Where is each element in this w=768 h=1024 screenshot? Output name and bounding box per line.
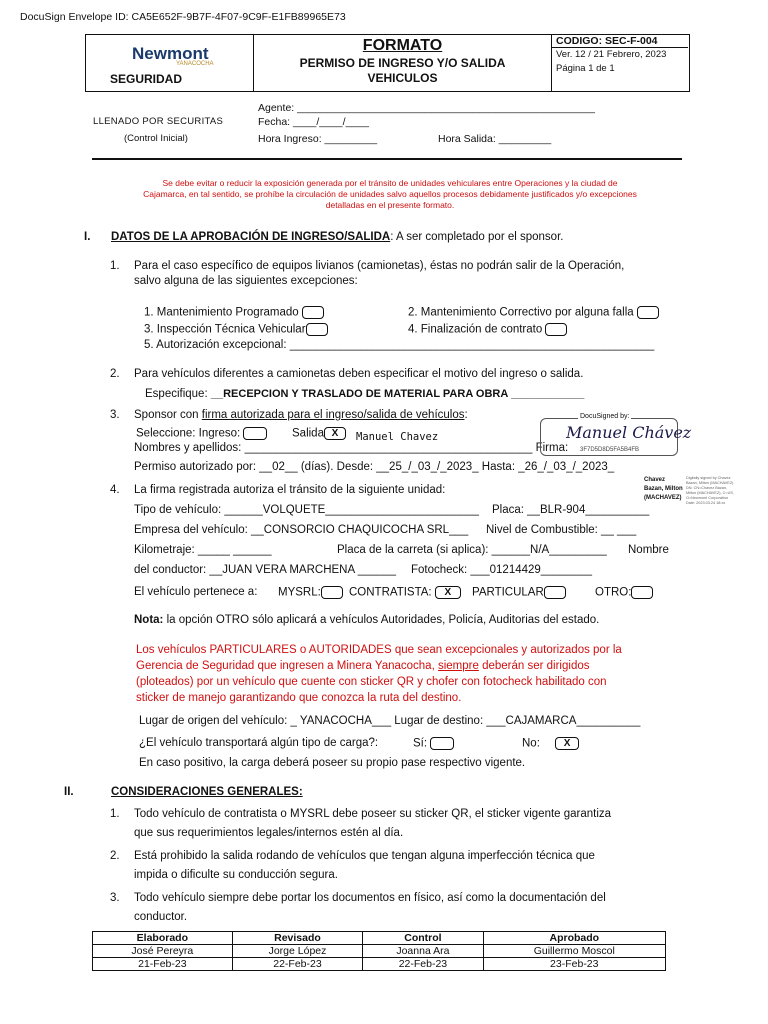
consideration-text: que sus requerimientos legales/internos estén al día. [134, 827, 404, 839]
red-notice-emph: siempre [437, 660, 479, 672]
red-notice-line: Los vehículos PARTICULARES o AUTORIDADES que sean excepcionales y autorizados por la [136, 644, 622, 656]
form-version: Ver. 12 / 21 Febrero, 2023 [556, 49, 667, 60]
item-2-text: Para vehículos diferentes a camionetas deben especificar el motivo del ingreso o salida. [134, 368, 584, 380]
contratista-option [349, 586, 461, 599]
particular-label: PARTICULAR [472, 586, 544, 599]
no-checkbox[interactable]: X [555, 737, 579, 750]
table-header: Elaborado [93, 932, 233, 945]
header-divider-right [551, 34, 552, 91]
consideration-number: 2. [110, 850, 120, 862]
option-1-checkbox[interactable] [302, 306, 324, 319]
docusigned-by: DocuSigned by: [580, 413, 630, 420]
section-2-number: II. [64, 786, 74, 798]
agente-field[interactable]: Agente: ___________________________________________________ [258, 102, 595, 114]
item-number: 2. [110, 368, 120, 380]
warning-line: detalladas en el presente formato. [325, 200, 455, 210]
digital-signature-note: Digitally signed by Chavez Bazan, Milton (MACHAVEZ) DN: CN=Chavez Bazan, Milton (MACHAVEZ), C=US, O=Newmont Corporation Date: 2023.03.24 18:xx [686, 476, 734, 505]
tipo-vehiculo-field[interactable]: Tipo de vehículo: ______VOLQUETE________________________ [134, 504, 479, 516]
hora-ingreso-field[interactable]: Hora Ingreso: _________ [258, 133, 378, 145]
option-3-checkbox[interactable] [306, 323, 328, 336]
nombre-label: Nombre [628, 544, 669, 556]
form-subtitle-2: VEHICULOS [367, 71, 438, 85]
warning-line: Cajamarca, en tal sentido, se prohíbe la circulación de unidades salvo aquellos procesos debidamente justificados y/o excepciones [143, 189, 637, 199]
consideration-text: conductor. [134, 911, 188, 923]
si-checkbox[interactable] [430, 737, 454, 750]
sponsor-name[interactable]: Manuel Chavez [356, 431, 439, 443]
salida-label: Salida [292, 427, 324, 440]
table-header: Aprobado [483, 932, 665, 945]
combustible-field[interactable]: Nivel de Combustible: __ ___ [486, 524, 637, 536]
section-1-title: DATOS DE LA APROBACIÓN DE INGRESO/SALIDA [111, 231, 391, 243]
nombres-field[interactable]: Nombres y apellidos: _____________________________________________ Firma: [134, 442, 569, 454]
kilometraje-field[interactable]: Kilometraje: _____ ______ [134, 544, 272, 556]
permiso-field[interactable]: Permiso autorizado por: __02__ (días). Desde: __25_/_03_/_2023_ Hasta: _26_/_03_/_2023_ [134, 461, 615, 473]
si-option [413, 737, 454, 750]
nota-label: Nota: [134, 614, 164, 626]
option-label: 2. Mantenimiento Correctivo por alguna falla [408, 306, 634, 319]
table-cell: Joanna Ara [363, 945, 483, 958]
si-label: Sí: [413, 737, 428, 750]
item-1-text: Para el caso específico de equipos livianos (camionetas), éstas no podrán salir de la Operación, [134, 260, 625, 272]
section-2-title: CONSIDERACIONES GENERALES: [111, 786, 303, 798]
logo-subtitle: YANACOCHA [176, 61, 214, 67]
ingreso-checkbox[interactable] [243, 427, 267, 440]
item-4-text: La firma registrada autoriza el tránsito de la siguiente unidad: [134, 484, 446, 496]
particular-option [472, 586, 566, 599]
option-3 [144, 323, 328, 336]
consideration-number: 3. [110, 892, 120, 904]
table-cell: 23-Feb-23 [483, 958, 665, 971]
option-label: 1. Mantenimiento Programado [144, 306, 299, 319]
seleccione-label: Seleccione: Ingreso: [136, 427, 241, 440]
item-1-text-cont: salvo alguna de las siguientes excepciones: [134, 275, 358, 287]
table-row [93, 958, 666, 971]
positivo-text: En caso positivo, la carga deberá poseer su propio pase respectivo vigente. [139, 757, 526, 769]
especifique-row [145, 388, 584, 400]
pertenece-label: El vehículo pertenece a: [134, 586, 258, 598]
table-cell: 22-Feb-23 [232, 958, 363, 971]
no-option [522, 737, 579, 750]
table-cell: José Pereyra [93, 945, 233, 958]
otro-option [595, 586, 653, 599]
form-code: CODIGO: SEC-F-004 [556, 35, 658, 47]
option-2 [408, 306, 659, 319]
dept-label: SEGURIDAD [110, 72, 183, 86]
envelope-id: DocuSign Envelope ID: CA5E652F-9B7F-4F07-9C9F-E1FB89965E73 [20, 11, 346, 23]
otro-label: OTRO: [595, 586, 632, 599]
red-notice-line [136, 658, 678, 674]
consideration-text: Está prohibido la salida rodando de vehículos que tengan alguna imperfección técnica que [134, 850, 595, 862]
salida-checkbox[interactable]: X [324, 427, 346, 440]
contratista-checkbox[interactable]: X [435, 586, 461, 599]
warning-line: Se debe evitar o reducir la exposición generada por el tránsito de unidades vehiculares entre Operaciones y la ciudad de [162, 178, 618, 188]
table-cell: Jorge López [232, 945, 363, 958]
origen-destino-field[interactable]: Lugar de origen del vehículo: _ YANACOCHA___ Lugar de destino: ___CAJAMARCA__________ [139, 715, 641, 727]
table-cell: Guillermo Moscol [483, 945, 665, 958]
table-cell: 21-Feb-23 [93, 958, 233, 971]
contratista-label: CONTRATISTA: [349, 586, 432, 599]
fecha-field[interactable]: Fecha: ____/____/____ [258, 116, 369, 128]
separator-line [92, 158, 682, 160]
no-label: No: [522, 737, 540, 750]
placa-field[interactable]: Placa: __BLR-904__________ [492, 504, 650, 516]
securitas-label: LLENADO POR SECURITAS [93, 116, 224, 127]
table-header: Control [363, 932, 483, 945]
red-notice-line: (ploteados) por un vehículo que cuente con sticker QR y chofer con fotocheck habilitado con [136, 676, 607, 688]
otro-checkbox[interactable] [631, 586, 653, 599]
securitas-sublabel: (Control Inicial) [124, 133, 188, 144]
consideration-number: 1. [110, 808, 120, 820]
item-number: 3. [110, 409, 120, 421]
salida-row [292, 427, 346, 440]
signature-id: 3F7D5D8D5FA5B4FB [580, 447, 640, 453]
consideration-text: Todo vehículo siempre debe portar los documentos en físico, así como la documentación del [134, 892, 606, 904]
table-header: Revisado [232, 932, 363, 945]
section-1-note: : A ser completado por el sponsor. [390, 231, 564, 243]
table-row [93, 932, 666, 945]
section-1-heading [111, 231, 563, 243]
mysrl-label: MYSRL: [278, 586, 321, 599]
conductor-field[interactable]: del conductor: __JUAN VERA MARCHENA ______ [134, 564, 397, 576]
form-page: Página 1 de 1 [556, 63, 615, 74]
item-3-text-a: Sponsor con [134, 409, 202, 421]
item-3-text-b: firma autorizada para el ingreso/salida de vehículos [201, 409, 465, 421]
especifique-value[interactable]: __RECEPCION Y TRASLADO DE MATERIAL PARA OBRA ____________ [210, 388, 585, 400]
option-1 [144, 306, 324, 319]
placa-carreta-field[interactable]: Placa de la carreta (si aplica): ______N/A_________ [337, 544, 607, 556]
hora-salida-field[interactable]: Hora Salida: _________ [438, 133, 552, 145]
item-3-text [134, 409, 468, 421]
nota-body: la opción OTRO sólo aplicará a vehículos Autoridades, Policía, Auditorias del estado. [163, 614, 600, 626]
item-number: 4. [110, 484, 120, 496]
section-1-number: I. [84, 231, 91, 243]
red-notice-text: Gerencia de Seguridad que ingresen a Minera Yanacocha, [136, 660, 438, 672]
seleccione-row [136, 427, 267, 440]
approvals-table [92, 931, 666, 971]
option-label: 4. Finalización de contrato [408, 323, 543, 336]
option-4-checkbox[interactable] [545, 323, 567, 336]
item-3-text-c: : [464, 409, 468, 421]
red-notice-line: sticker de manejo garantizando que conozca la ruta del destino. [136, 692, 462, 704]
form-subtitle-1: PERMISO DE INGRESO Y/O SALIDA [299, 56, 506, 70]
header-code-divider [552, 47, 688, 48]
item-number: 1. [110, 260, 120, 272]
warning-text [90, 178, 690, 211]
empresa-field[interactable]: Empresa del vehículo: __CONSORCIO CHAQUICOCHA SRL___ [134, 524, 469, 536]
form-title: FORMATO [362, 37, 443, 54]
option-4 [408, 323, 567, 336]
carga-question: ¿El vehículo transportará algún tipo de carga?: [139, 737, 379, 749]
option-5[interactable]: 5. Autorización excepcional: _________________________________________________________ [144, 339, 655, 351]
signature: Manuel Chávez [566, 423, 692, 442]
option-label: 3. Inspección Técnica Vehicular [144, 323, 306, 336]
particular-checkbox[interactable] [544, 586, 566, 599]
consideration-text: impida o dificulte su conducción segura. [134, 869, 338, 881]
red-notice-text: deberán ser dirigidos [478, 660, 590, 672]
table-cell: 22-Feb-23 [363, 958, 483, 971]
red-notice [136, 642, 678, 706]
mysrl-option [278, 586, 343, 599]
especifique-label: Especifique: [145, 388, 208, 400]
nota-text [134, 614, 599, 626]
consideration-text: Todo vehículo de contratista o MYSRL debe poseer su sticker QR, el sticker vigente garantiza [134, 808, 612, 820]
table-row [93, 945, 666, 958]
option-2-checkbox[interactable] [637, 306, 659, 319]
newmont-logo: Newmont [132, 44, 209, 63]
signer-name: Chavez Bazan, Milton (MACHAVEZ) [644, 477, 683, 501]
fotocheck-field[interactable]: Fotocheck: ___01214429________ [411, 564, 592, 576]
mysrl-checkbox[interactable] [321, 586, 343, 599]
